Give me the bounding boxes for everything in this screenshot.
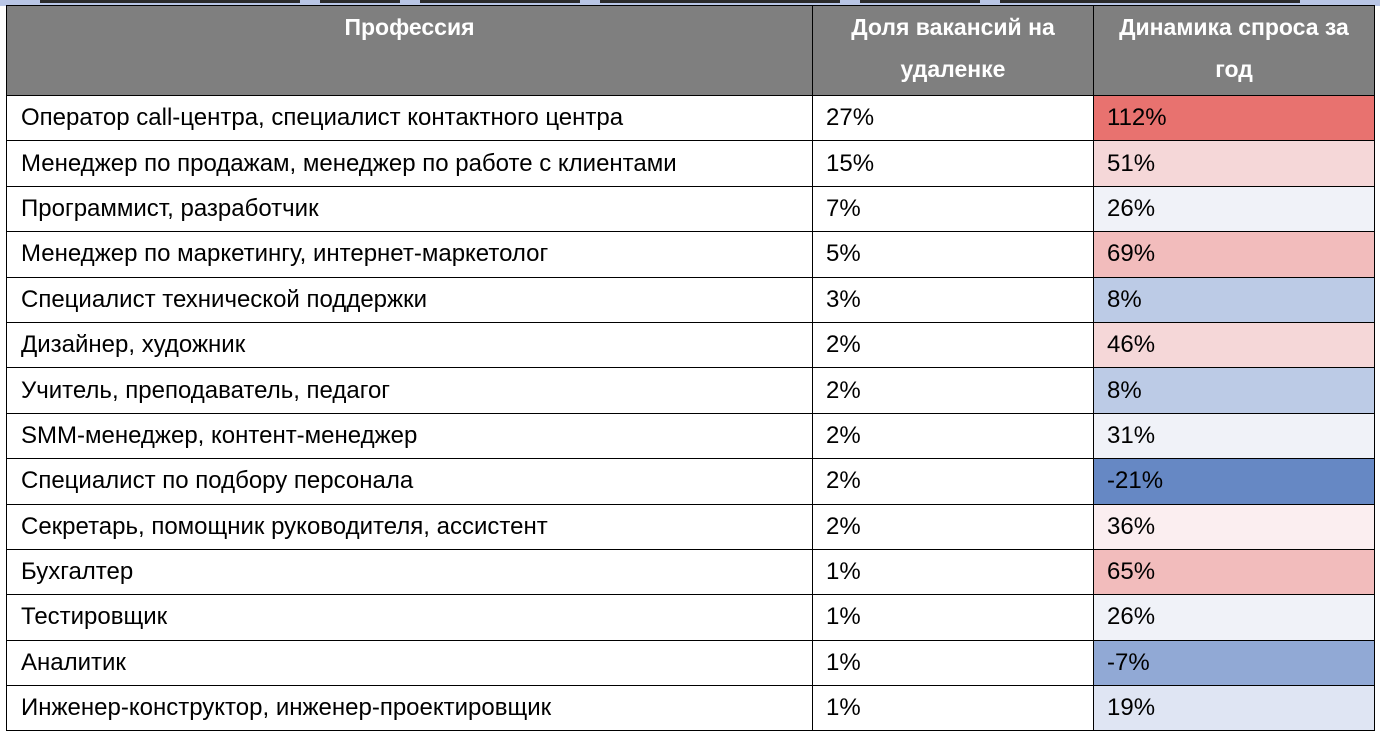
cell-demand-dynamics: 65% — [1094, 549, 1375, 594]
cell-profession: SMM-менеджер, контент-менеджер — [7, 413, 813, 458]
cell-profession: Программист, разработчик — [7, 186, 813, 231]
cell-profession: Оператор call-центра, специалист контактного центра — [7, 96, 813, 141]
cell-remote-share: 15% — [813, 141, 1094, 186]
cell-remote-share: 2% — [813, 459, 1094, 504]
cell-remote-share: 5% — [813, 232, 1094, 277]
cell-remote-share: 1% — [813, 640, 1094, 685]
cell-profession: Тестировщик — [7, 595, 813, 640]
column-header-demand-dynamics: Динамика спроса за год — [1094, 6, 1375, 96]
column-header-profession: Профессия — [7, 6, 813, 96]
cell-remote-share: 2% — [813, 413, 1094, 458]
cell-profession: Аналитик — [7, 640, 813, 685]
cell-profession: Учитель, преподаватель, педагог — [7, 368, 813, 413]
cell-profession: Бухгалтер — [7, 549, 813, 594]
table-header-row — [7, 6, 1375, 96]
cell-demand-dynamics: 69% — [1094, 232, 1375, 277]
cell-demand-dynamics: 26% — [1094, 595, 1375, 640]
cell-remote-share: 7% — [813, 186, 1094, 231]
cell-profession: Менеджер по маркетингу, интернет-маркетолог — [7, 232, 813, 277]
table-row — [7, 96, 1375, 141]
cell-profession: Секретарь, помощник руководителя, ассистент — [7, 504, 813, 549]
table-row — [7, 232, 1375, 277]
column-header-remote-share: Доля вакансий на удаленке — [813, 6, 1094, 96]
table-row — [7, 368, 1375, 413]
cell-remote-share: 2% — [813, 504, 1094, 549]
table-row — [7, 640, 1375, 685]
cell-demand-dynamics: 112% — [1094, 96, 1375, 141]
table-row — [7, 504, 1375, 549]
cell-demand-dynamics: 19% — [1094, 686, 1375, 731]
cell-demand-dynamics: 8% — [1094, 368, 1375, 413]
cell-remote-share: 2% — [813, 368, 1094, 413]
cell-remote-share: 1% — [813, 595, 1094, 640]
cell-remote-share: 1% — [813, 686, 1094, 731]
cell-demand-dynamics: 51% — [1094, 141, 1375, 186]
table-row — [7, 186, 1375, 231]
table-row — [7, 413, 1375, 458]
cell-profession: Инженер-конструктор, инженер-проектировщик — [7, 686, 813, 731]
table-row — [7, 141, 1375, 186]
table-row — [7, 459, 1375, 504]
cell-demand-dynamics: 8% — [1094, 277, 1375, 322]
cell-remote-share: 27% — [813, 96, 1094, 141]
table-row — [7, 595, 1375, 640]
table-body — [7, 96, 1375, 731]
cell-demand-dynamics: 46% — [1094, 322, 1375, 367]
cell-demand-dynamics: 26% — [1094, 186, 1375, 231]
cell-profession: Специалист технической поддержки — [7, 277, 813, 322]
cell-demand-dynamics: -7% — [1094, 640, 1375, 685]
cell-remote-share: 1% — [813, 549, 1094, 594]
cell-demand-dynamics: 31% — [1094, 413, 1375, 458]
table-row — [7, 686, 1375, 731]
cell-profession: Менеджер по продажам, менеджер по работе с клиентами — [7, 141, 813, 186]
cell-demand-dynamics: -21% — [1094, 459, 1375, 504]
table-row — [7, 322, 1375, 367]
remote-vacancies-table — [6, 5, 1375, 731]
cell-profession: Специалист по подбору персонала — [7, 459, 813, 504]
cell-remote-share: 2% — [813, 322, 1094, 367]
table-row — [7, 549, 1375, 594]
table-row — [7, 277, 1375, 322]
cell-demand-dynamics: 36% — [1094, 504, 1375, 549]
cell-remote-share: 3% — [813, 277, 1094, 322]
cell-profession: Дизайнер, художник — [7, 322, 813, 367]
